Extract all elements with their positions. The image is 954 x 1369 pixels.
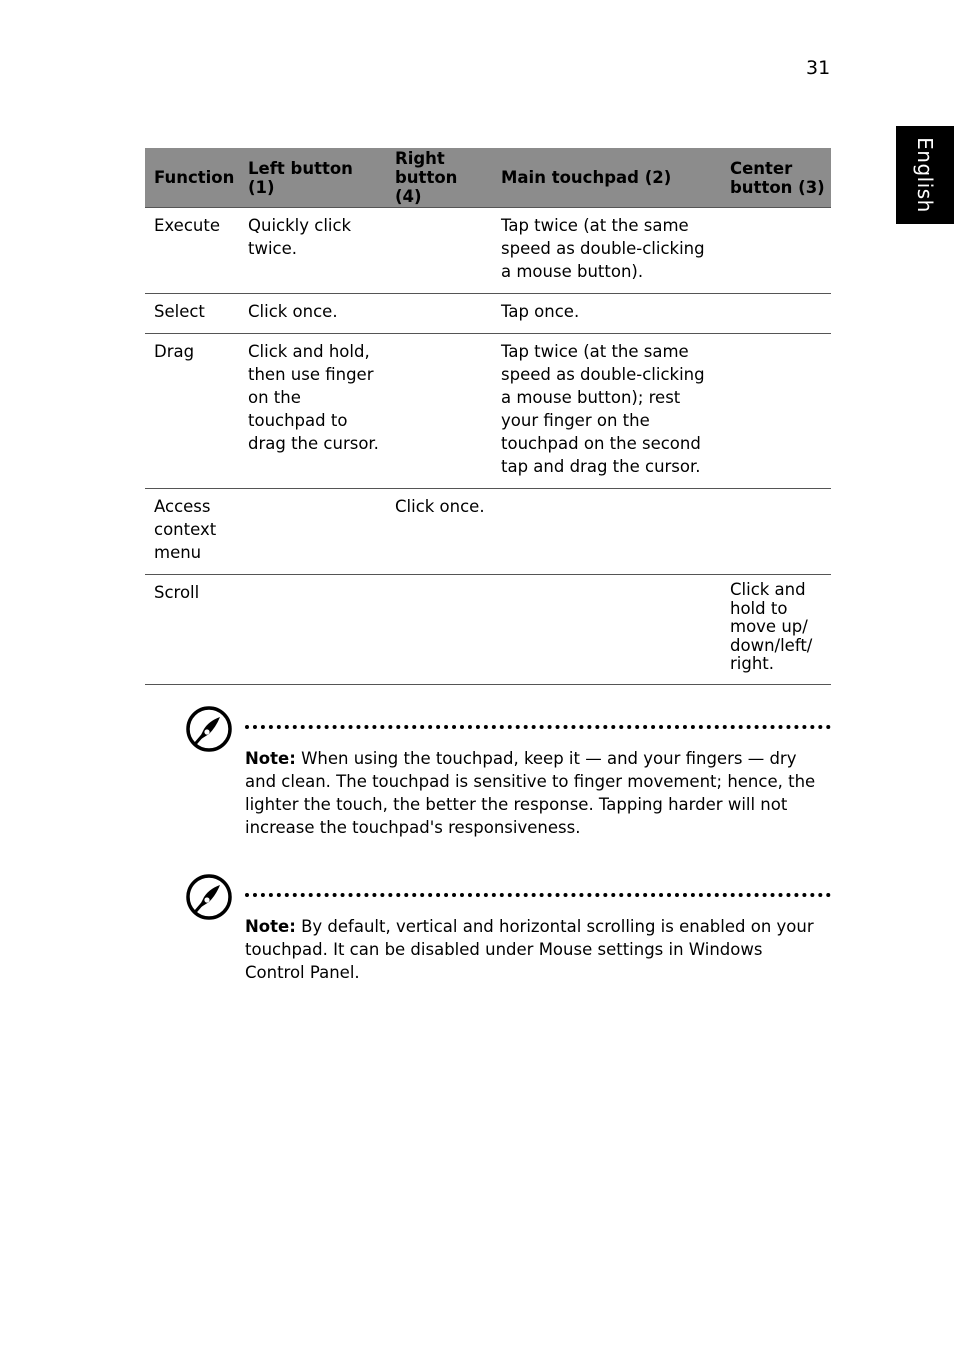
table-cell: Tap twice (at the same speed as double-clicking a mouse button).: [492, 208, 721, 294]
table-cell: Click and hold to move up/ down/left/ right.: [721, 575, 831, 685]
table-cell: [721, 334, 831, 489]
note-text: [245, 915, 825, 984]
table-cell: [386, 294, 492, 334]
table-cell: Tap once.: [492, 294, 721, 334]
dotted-divider: [245, 893, 831, 897]
table-cell: [721, 208, 831, 294]
table-cell: Click once.: [386, 489, 492, 575]
table-cell: Click once.: [239, 294, 386, 334]
header-left-button: Left button (1): [239, 148, 386, 208]
table-cell: Quickly click twice.: [239, 208, 386, 294]
note-text: [245, 747, 825, 839]
table-cell: [386, 208, 492, 294]
header-right-button: Right button (4): [386, 148, 492, 208]
header-center-button: Center button (3): [721, 148, 831, 208]
table-row: [145, 334, 831, 489]
table-cell: [721, 489, 831, 575]
page-number: 31: [806, 57, 831, 79]
table-cell: Scroll: [145, 575, 239, 685]
table-row: [145, 294, 831, 334]
dotted-divider: [245, 725, 831, 729]
note-body: By default, vertical and horizontal scrolling is enabled on your touchpad. It can be disabled under Mouse settings in Windows Control Panel.: [245, 917, 814, 982]
table-cell: Execute: [145, 208, 239, 294]
note-label: Note:: [245, 917, 296, 936]
language-tab-label: English: [913, 137, 937, 213]
table-header-row: [145, 148, 831, 208]
table-cell: Click and hold, then use finger on the touchpad to drag the cursor.: [239, 334, 386, 489]
table-cell: [239, 575, 386, 685]
table-cell: [492, 575, 721, 685]
note-body: When using the touchpad, keep it — and your fingers — dry and clean. The touchpad is sensitive to finger movement; hence, the lighter the touch, the better the response. Tapping harder will not increase the touchpad's responsiveness.: [245, 749, 816, 837]
table-cell: [386, 334, 492, 489]
table-cell: Select: [145, 294, 239, 334]
language-tab: [896, 126, 954, 224]
note-block: [185, 873, 831, 993]
note-pen-icon: [185, 705, 233, 753]
note-label: Note:: [245, 749, 296, 768]
table-cell: Drag: [145, 334, 239, 489]
header-function: Function: [145, 148, 239, 208]
table-row: [145, 575, 831, 685]
note-block: [185, 705, 831, 845]
note-pen-icon: [185, 873, 233, 921]
touchpad-function-table: [145, 148, 831, 685]
table-cell: [386, 575, 492, 685]
table-row: [145, 489, 831, 575]
header-main-touchpad: Main touchpad (2): [492, 148, 721, 208]
table-cell: Tap twice (at the same speed as double-clicking a mouse button); rest your finger on the touchpad on the second tap and drag the cursor.: [492, 334, 721, 489]
table-cell: Access context menu: [145, 489, 239, 575]
table-cell: [721, 294, 831, 334]
table-cell: [492, 489, 721, 575]
table-row: [145, 208, 831, 294]
table-cell: [239, 489, 386, 575]
